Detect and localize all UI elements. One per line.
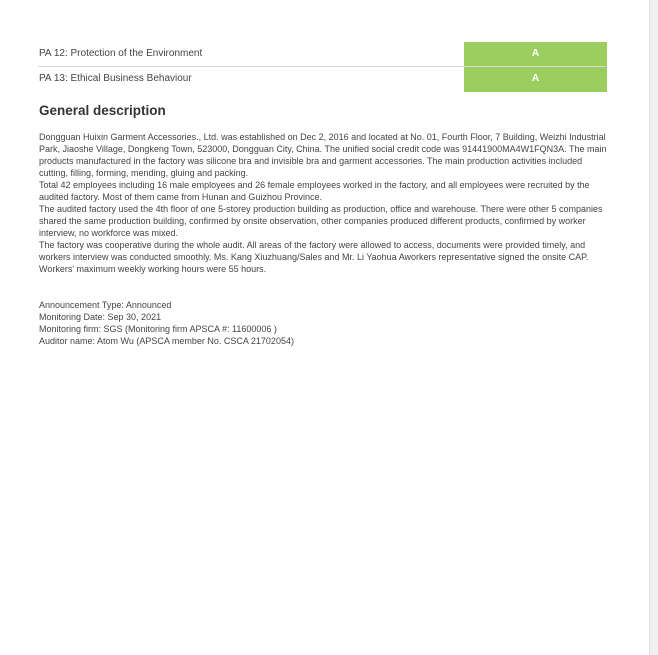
- performance-area-table: [38, 42, 607, 92]
- general-description: [39, 131, 609, 275]
- monitoring-date: Monitoring Date: Sep 30, 2021: [39, 312, 162, 322]
- grade-badge: A: [464, 67, 607, 92]
- description-paragraph: The factory was cooperative during the whole audit. All areas of the factory were allowed to access, documents were provided timely, and workers interview was conducted smoothly. Ms. Kang Xiuzhuang/Sales and Mr. Li Yaohua Aworkers representative signed the onsite CAP.: [39, 240, 589, 262]
- performance-area-label: PA 13: Ethical Business Behaviour: [39, 73, 192, 84]
- grade-badge: A: [464, 42, 607, 66]
- performance-area-label: PA 12: Protection of the Environment: [39, 48, 203, 59]
- table-row: [38, 42, 607, 67]
- announcement-type: Announcement Type: Announced: [39, 300, 172, 310]
- description-paragraph: Dongguan Huixin Garment Accessories., Ltd. was established on Dec 2, 2016 and located at No. 01, Fourth Floor, 7 Building, Weizhi Industrial Park, Jiaoshe Village, Dongkeng Town, 523000, Dongguan City, China. The unified social credit code was 91441900MA4W1FQN3A. The main products manufactured in the factory was silicone bra and invisible bra and garment accessories. The main production activities included cutting, filling, forming, mending, gluing and packing.: [39, 132, 607, 178]
- description-paragraph: Workers' maximum weekly working hours were 55 hours.: [39, 264, 267, 274]
- table-row: [38, 67, 607, 92]
- auditor-name: Auditor name: Atom Wu (APSCA member No. CSCA 21702054): [39, 336, 294, 346]
- description-paragraph: The audited factory used the 4th floor of one 5-storey production building as production, office and warehouse. There were other 5 companies shared the same production building, confirmed by onsite observation, other companies produced different products, confirmed by worker interview, no workforce was mixed.: [39, 204, 603, 238]
- vertical-scrollbar[interactable]: [649, 0, 658, 655]
- audit-metadata: [39, 299, 609, 347]
- description-paragraph: Total 42 employees including 16 male employees and 26 female employees worked in the factory, and all employees were recruited by the audited factory. Most of them came from Hunan and Guizhou Province.: [39, 180, 590, 202]
- monitoring-firm: Monitoring firm: SGS (Monitoring firm APSCA #: 11600006 ): [39, 324, 277, 334]
- section-title: General description: [39, 103, 166, 118]
